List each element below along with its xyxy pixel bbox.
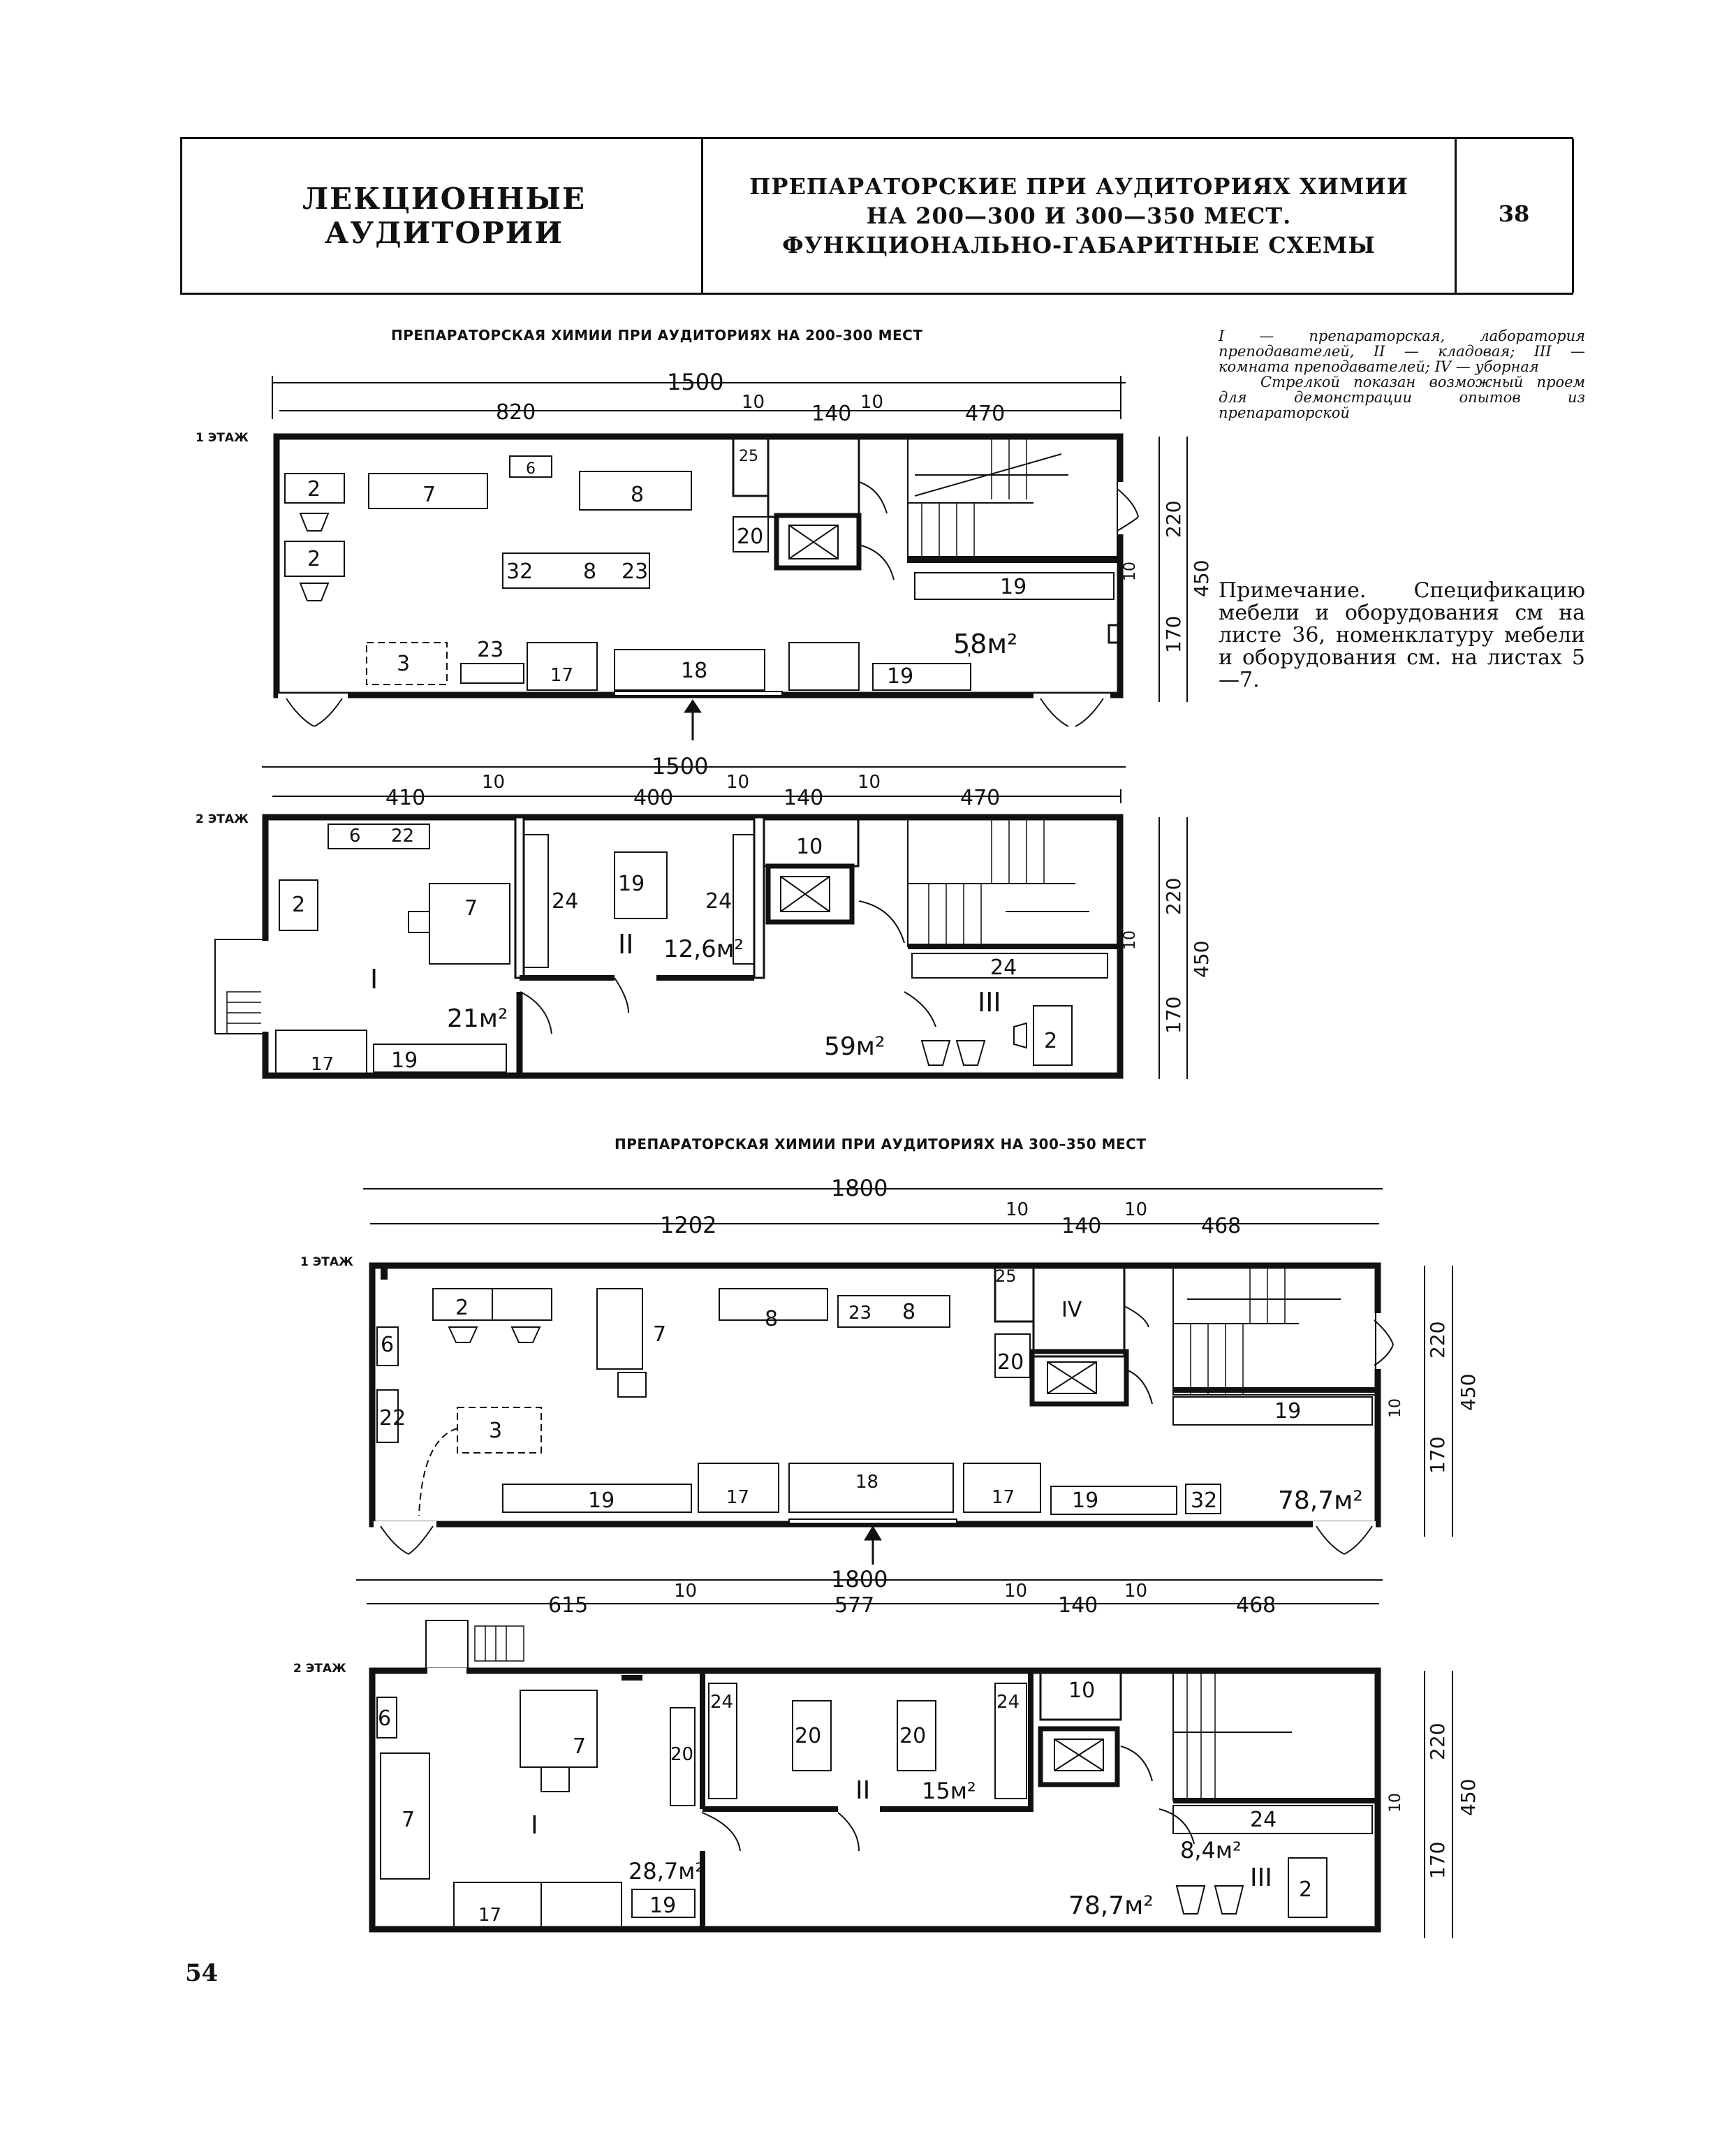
a2-dim-d: 10 <box>726 772 750 793</box>
sheet-title-line3: ФУНКЦИОНАЛЬНО-ГАБАРИТНЫЕ СХЕМЫ <box>782 232 1376 258</box>
a1-side-a: 220 <box>1162 500 1185 538</box>
b2-lbl-2: 2 <box>1299 1877 1313 1902</box>
a1-lbl-2a: 2 <box>307 477 321 502</box>
b2-lbl-17: 17 <box>478 1905 502 1926</box>
sheet-title-line2: НА 200—300 И 300—350 МЕСТ. <box>866 203 1292 229</box>
svg-text:II: II <box>855 1776 871 1805</box>
a1-lbl-7: 7 <box>422 483 436 507</box>
plan-a-title: ПРЕПАРАТОРСКАЯ ХИМИИ ПРИ АУДИТОРИЯХ НА 200–300 МЕСТ <box>391 327 923 344</box>
b2-lbl-19: 19 <box>649 1894 677 1918</box>
b2-area-total: 78,7м² <box>1068 1891 1154 1920</box>
plan-b-floor1-label: 1 ЭТАЖ <box>300 1255 353 1269</box>
b1-lbl-17a: 17 <box>726 1487 750 1508</box>
b2-lbl-24b: 24 <box>996 1692 1020 1713</box>
a1-dim-e: 470 <box>965 402 1006 426</box>
plan-a-floor1-label: 1 ЭТАЖ <box>196 431 249 445</box>
b2-area-III: 8,4м² <box>1180 1837 1242 1864</box>
legend-rooms: I — препараторская, лаборатория преподавателей, II — кладовая; III — комната преподавателей; IV — уборная <box>1219 328 1585 375</box>
plan-a-floor2 <box>215 753 1213 1079</box>
a2-side-total: 450 <box>1190 940 1213 978</box>
a2-lbl-24a: 24 <box>552 889 579 914</box>
a1-dim-a: 820 <box>496 400 536 425</box>
a2-lbl-19b: 19 <box>391 1048 418 1073</box>
b2-lbl-10: 10 <box>1068 1678 1096 1703</box>
b1-area: 78,7м² <box>1278 1486 1363 1515</box>
a1-lbl-20: 20 <box>737 525 764 549</box>
b1-side-b: 10 <box>1387 1398 1404 1418</box>
a1-lbl-32: 32 <box>506 559 534 584</box>
b1-dim-e: 468 <box>1201 1214 1242 1238</box>
a2-lbl-19a: 19 <box>618 872 645 896</box>
a2-dim-g: 470 <box>960 786 1001 810</box>
a2-dim-e: 140 <box>784 786 824 810</box>
a1-area: 58м² <box>953 629 1018 659</box>
a2-lbl-2b: 2 <box>1044 1029 1058 1053</box>
a2-side-b: 10 <box>1121 930 1139 950</box>
b2-lbl-20b: 20 <box>795 1724 822 1748</box>
b1-lbl-23: 23 <box>848 1303 872 1324</box>
a2-dim-b: 10 <box>482 772 506 793</box>
sheet-title-line1: ПРЕПАРАТОРСКИЕ ПРИ АУДИТОРИЯХ ХИМИИ <box>749 173 1408 200</box>
a1-lbl-18: 18 <box>681 659 708 683</box>
a2-lbl-24b: 24 <box>705 889 733 914</box>
a2-lbl-2a: 2 <box>292 893 306 917</box>
a1-lbl-19b: 19 <box>887 664 914 689</box>
a2-dim-f: 10 <box>858 772 881 793</box>
b2-side-a: 220 <box>1426 1722 1449 1760</box>
b1-lbl-32: 32 <box>1191 1488 1218 1513</box>
plan-b-floor2 <box>356 1566 1480 1938</box>
a1-lbl-3: 3 <box>397 652 411 676</box>
a1-lbl-8a: 8 <box>631 483 645 507</box>
b1-lbl-8b: 8 <box>902 1300 916 1324</box>
a2-lbl-6: 6 <box>349 826 361 847</box>
b2-lbl-24a: 24 <box>710 1692 734 1713</box>
b1-lbl-19b: 19 <box>588 1488 615 1513</box>
b1-dim-a: 1202 <box>660 1212 717 1238</box>
b1-lbl-8a: 8 <box>765 1307 779 1331</box>
b1-dim-d: 10 <box>1124 1199 1148 1220</box>
legend-arrow: Стрелкой показан возможный проем для демонстрации опытов из препараторской <box>1219 374 1585 421</box>
b1-lbl-3: 3 <box>489 1419 503 1443</box>
b2-area-I: 28,7м² <box>628 1858 705 1884</box>
svg-text:III: III <box>1250 1864 1272 1892</box>
a1-lbl-19a: 19 <box>1000 575 1027 599</box>
b2-lbl-24c: 24 <box>1250 1808 1277 1832</box>
b1-lbl-6: 6 <box>381 1333 395 1357</box>
b1-lbl-2: 2 <box>455 1296 469 1320</box>
b2-dim-d: 10 <box>1004 1581 1028 1602</box>
b2-area-II: 15м² <box>922 1778 976 1804</box>
b1-side-total: 450 <box>1457 1373 1480 1411</box>
b1-dim-c: 140 <box>1061 1214 1102 1238</box>
b1-lbl-25: 25 <box>995 1266 1017 1286</box>
b1-lbl-20: 20 <box>997 1350 1024 1375</box>
plan-a-floor1 <box>272 369 1213 740</box>
b1-lbl-17b: 17 <box>992 1487 1015 1508</box>
b1-lbl-19c: 19 <box>1072 1488 1099 1513</box>
plan-b-floor2-label: 2 ЭТАЖ <box>293 1662 346 1676</box>
b2-dim-f: 10 <box>1124 1581 1148 1602</box>
b2-lbl-6: 6 <box>378 1706 392 1731</box>
a1-dim-total: 1500 <box>667 369 724 395</box>
a1-lbl-23b: 23 <box>477 638 504 662</box>
b2-dim-c: 577 <box>834 1593 875 1618</box>
a1-side-c: 170 <box>1162 615 1185 653</box>
a1-side-b: 10 <box>1121 562 1139 581</box>
b2-dim-g: 468 <box>1236 1593 1277 1618</box>
b1-lbl-22: 22 <box>379 1406 406 1430</box>
a2-area-I: 21м² <box>447 1004 508 1033</box>
b1-lbl-IV: IV <box>1061 1298 1082 1322</box>
b1-lbl-7: 7 <box>653 1322 667 1347</box>
b2-side-total: 450 <box>1457 1778 1480 1816</box>
b2-dim-a: 615 <box>548 1593 589 1618</box>
plan-a-floor2-label: 2 ЭТАЖ <box>196 812 249 826</box>
svg-text:II: II <box>618 929 634 960</box>
svg-text:I: I <box>531 1811 538 1840</box>
a2-side-c: 170 <box>1162 996 1185 1034</box>
b1-lbl-18: 18 <box>855 1472 879 1493</box>
b2-lbl-20c: 20 <box>899 1724 927 1748</box>
note: Примечание. Спецификацию мебели и оборудования см на листе 36, номенклатуру мебели и оборудования см. на листах 5—7. <box>1219 578 1585 692</box>
a1-lbl-6: 6 <box>526 460 536 478</box>
a1-side-total: 450 <box>1190 559 1213 597</box>
svg-text:III: III <box>978 987 1001 1018</box>
a2-lbl-10: 10 <box>796 835 823 859</box>
a2-area-II: 12,6м² <box>663 935 744 963</box>
plan-b-floor1 <box>363 1175 1480 1565</box>
a1-lbl-2b: 2 <box>307 547 321 571</box>
svg-text:I: I <box>370 964 378 995</box>
sheet-number: 38 <box>1498 200 1530 227</box>
b2-dim-total: 1800 <box>831 1566 888 1593</box>
a2-lbl-22: 22 <box>391 826 415 847</box>
a2-dim-a: 410 <box>385 786 426 810</box>
b2-lbl-7a: 7 <box>402 1808 415 1832</box>
a2-dim-c: 400 <box>633 786 674 810</box>
a1-lbl-25: 25 <box>739 448 758 465</box>
b1-side-a: 220 <box>1426 1321 1449 1359</box>
b1-side-c: 170 <box>1426 1436 1449 1474</box>
a1-lbl-17: 17 <box>550 665 574 686</box>
plan-b-title: ПРЕПАРАТОРСКАЯ ХИМИИ ПРИ АУДИТОРИЯХ НА 300–350 МЕСТ <box>615 1136 1147 1152</box>
a2-lbl-17: 17 <box>311 1054 334 1075</box>
b2-lbl-20a: 20 <box>670 1744 694 1765</box>
page-number: 54 <box>185 1959 219 1987</box>
a2-side-a: 220 <box>1162 877 1185 915</box>
a1-lbl-8b: 8 <box>583 559 597 584</box>
b1-dim-total: 1800 <box>831 1175 888 1201</box>
b2-lbl-7b: 7 <box>573 1734 587 1759</box>
b1-lbl-19a: 19 <box>1274 1399 1302 1423</box>
a2-dim-total: 1500 <box>652 753 709 779</box>
a1-dim-c: 140 <box>811 402 852 426</box>
b1-dim-b: 10 <box>1006 1199 1029 1220</box>
b2-side-c: 170 <box>1426 1841 1449 1879</box>
a2-area-III: 59м² <box>824 1032 885 1061</box>
section-name: ЛЕКЦИОННЫЕ АУДИТОРИИ <box>302 182 587 250</box>
a2-lbl-24c: 24 <box>990 956 1017 980</box>
a1-lbl-23a: 23 <box>621 559 649 584</box>
b2-side-b: 10 <box>1387 1793 1404 1813</box>
b2-dim-e: 140 <box>1058 1593 1098 1618</box>
a1-dim-d: 10 <box>860 392 884 413</box>
a2-lbl-7: 7 <box>464 896 478 921</box>
b2-dim-b: 10 <box>674 1581 698 1602</box>
a1-dim-b: 10 <box>742 392 765 413</box>
